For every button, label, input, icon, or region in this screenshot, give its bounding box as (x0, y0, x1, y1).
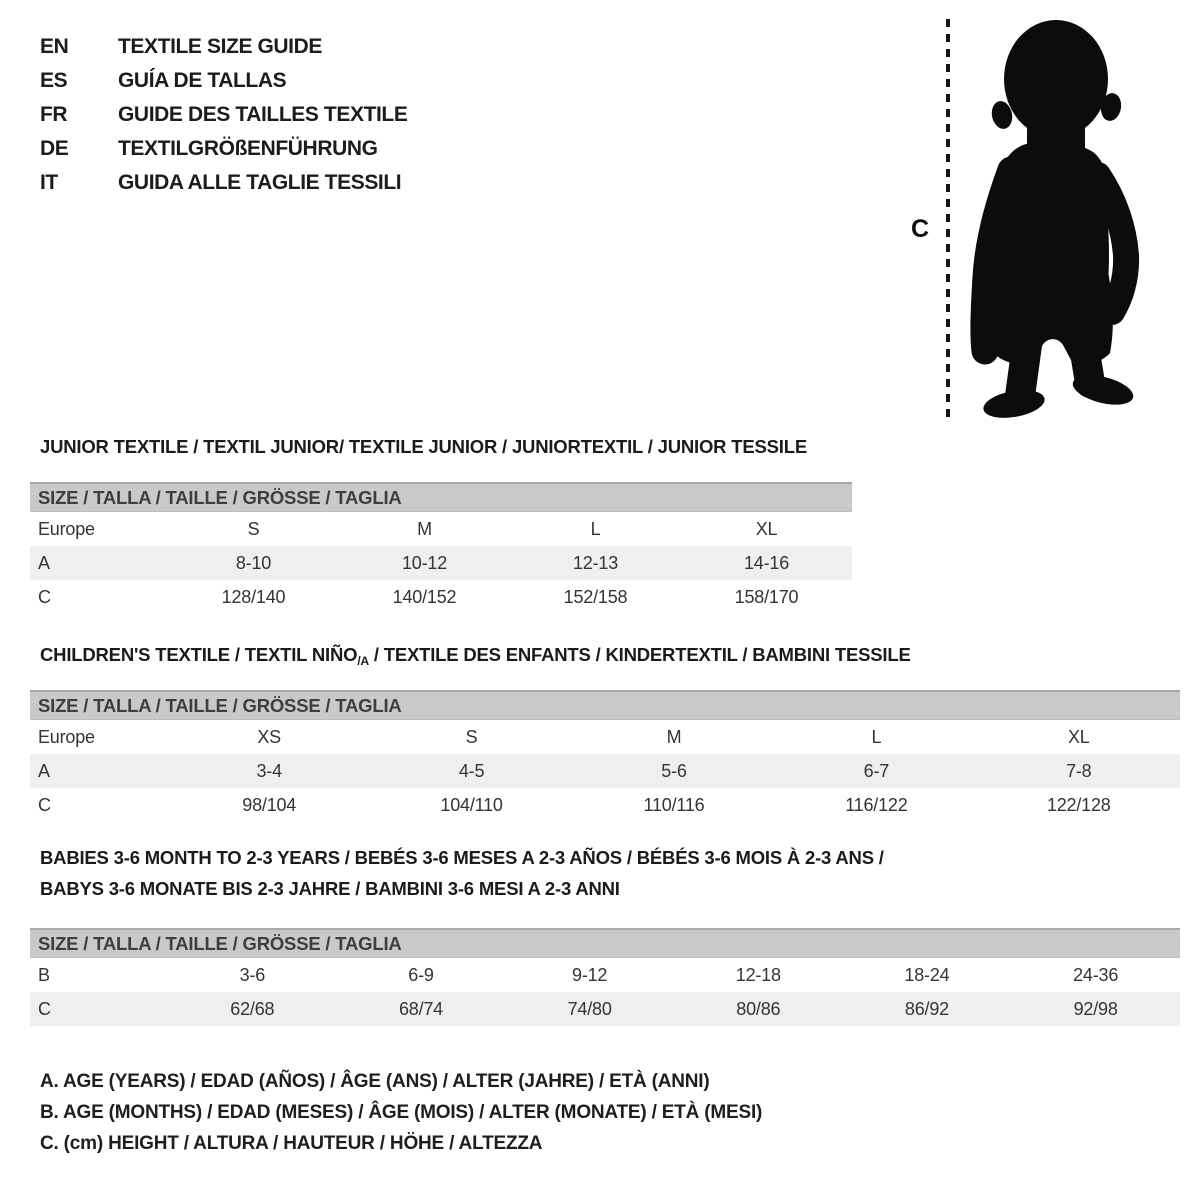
table-header-row (30, 691, 1180, 720)
table-row-height (30, 992, 1180, 1026)
size-cell: L (590, 518, 601, 539)
babies-heading-line2: BABYS 3-6 MONATE BIS 2-3 JAHRE / BAMBINI 3-6 MESI A 2-3 ANNI (40, 877, 620, 899)
table-header-row (30, 929, 1180, 958)
size-cell: 110/116 (643, 794, 705, 815)
figure-height-label: C (911, 215, 930, 243)
size-cell: 74/80 (505, 992, 674, 1026)
table-row-europe (30, 720, 1180, 755)
language-row-es (40, 64, 407, 98)
table-header-row (30, 483, 852, 512)
size-header-bar: SIZE / TALLA / TAILLE / GRÖSSE / TAGLIA (30, 929, 1180, 958)
size-cell: 6-9 (408, 964, 434, 985)
size-cell: 86/92 (843, 992, 1012, 1026)
size-cell: 8-10 (168, 546, 339, 580)
legend-age-years: A. AGE (YEARS) / EDAD (AÑOS) / ÂGE (ANS) / ALTER (JAHRE) / ETÀ (ANNI) (40, 1071, 710, 1092)
size-cell: 152/158 (563, 586, 628, 607)
junior-heading-text: JUNIOR TEXTILE / TEXTIL JUNIOR/ TEXTILE JUNIOR / JUNIORTEXTIL / JUNIOR TESSILE (40, 436, 807, 457)
size-cell: 140/152 (392, 586, 457, 607)
size-cell: 92/98 (1011, 992, 1180, 1026)
children-heading-sub: /A (357, 654, 369, 668)
size-cell: S (465, 726, 478, 747)
size-cell: 104/110 (440, 794, 503, 815)
size-cell: 12-18 (735, 964, 781, 985)
babies-size-table (30, 928, 1180, 1026)
children-section-heading (40, 640, 911, 677)
row-label: C (30, 992, 168, 1026)
table-row-age (30, 546, 852, 580)
size-cell: 4-5 (370, 754, 572, 788)
language-row-fr (40, 98, 407, 132)
language-title-list (40, 30, 407, 200)
size-cell: M (417, 518, 432, 539)
junior-size-table (30, 482, 852, 614)
size-cell: 158/170 (734, 586, 799, 607)
language-title: TEXTILE SIZE GUIDE (118, 35, 322, 58)
table-row-europe (30, 512, 852, 547)
size-cell: 6-7 (775, 754, 977, 788)
row-label: C (38, 794, 51, 815)
language-row-it (40, 166, 407, 200)
language-code: DE (40, 137, 69, 160)
row-label: C (38, 586, 51, 607)
size-cell: 116/122 (845, 794, 908, 815)
language-code: EN (40, 35, 69, 58)
size-cell: 14-16 (681, 546, 852, 580)
language-title: GUIDE DES TAILLES TEXTILE (118, 103, 408, 126)
size-cell: 80/86 (674, 992, 843, 1026)
row-label: Europe (38, 518, 95, 539)
table-row-height (30, 788, 1180, 822)
size-cell: 128/140 (221, 586, 286, 607)
size-cell: XL (1067, 726, 1090, 747)
language-code: ES (40, 69, 68, 92)
size-cell: 3-6 (239, 964, 266, 985)
size-cell: 98/104 (242, 794, 297, 815)
language-title: TEXTILGRÖßENFÜHRUNG (118, 137, 378, 160)
junior-section-heading (40, 432, 807, 463)
legend-height-cm: C. (cm) HEIGHT / ALTURA / HAUTEUR / HÖHE / ALTEZZA (40, 1133, 543, 1154)
children-heading-text: CHILDREN'S TEXTILE / TEXTIL NIÑO (40, 644, 358, 665)
size-cell: XS (257, 726, 281, 747)
size-cell: 68/74 (337, 992, 506, 1026)
language-row-de (40, 132, 407, 166)
table-row-age (30, 754, 1180, 788)
size-cell: 24-36 (1073, 964, 1119, 985)
row-label: B (38, 964, 50, 985)
language-row-en (40, 30, 407, 64)
table-row-height (30, 580, 852, 614)
size-cell: 12-13 (510, 546, 681, 580)
height-measure-dashed-line (946, 19, 950, 418)
row-label: Europe (38, 726, 95, 747)
children-size-table (30, 690, 1180, 822)
table-row-months (30, 958, 1180, 993)
size-cell: XL (755, 518, 778, 539)
size-cell: 7-8 (978, 754, 1180, 788)
size-cell: 9-12 (572, 964, 608, 985)
size-cell: 3-4 (168, 754, 370, 788)
toddler-silhouette-icon (961, 15, 1141, 420)
babies-section-heading (40, 843, 884, 904)
children-heading-text-after: / TEXTILE DES ENFANTS / KINDERTEXTIL / BAMBINI TESSILE (368, 644, 911, 665)
language-code: IT (40, 171, 58, 194)
size-header-bar: SIZE / TALLA / TAILLE / GRÖSSE / TAGLIA (30, 691, 1180, 720)
language-code: FR (40, 103, 68, 126)
language-title: GUÍA DE TALLAS (118, 69, 287, 92)
legend-age-months: B. AGE (MONTHS) / EDAD (MESES) / ÂGE (MOIS) / ALTER (MONATE) / ETÀ (MESI) (40, 1102, 763, 1123)
babies-heading-line1: BABIES 3-6 MONTH TO 2-3 YEARS / BEBÉS 3-6 MESES A 2-3 AÑOS / BÉBÉS 3-6 MOIS À 2-3 ANS / (40, 847, 884, 868)
size-cell: 122/128 (1046, 794, 1111, 815)
size-cell: S (247, 518, 260, 539)
size-cell: 62/68 (168, 992, 337, 1026)
size-cell: M (666, 726, 682, 747)
size-header-bar: SIZE / TALLA / TAILLE / GRÖSSE / TAGLIA (30, 483, 852, 512)
size-cell: L (871, 726, 882, 747)
row-label: A (30, 546, 168, 580)
size-cell: 10-12 (339, 546, 510, 580)
row-label: A (30, 754, 168, 788)
size-cell: 5-6 (573, 754, 775, 788)
size-cell: 18-24 (904, 964, 950, 985)
language-title: GUIDA ALLE TAGLIE TESSILI (118, 171, 402, 194)
